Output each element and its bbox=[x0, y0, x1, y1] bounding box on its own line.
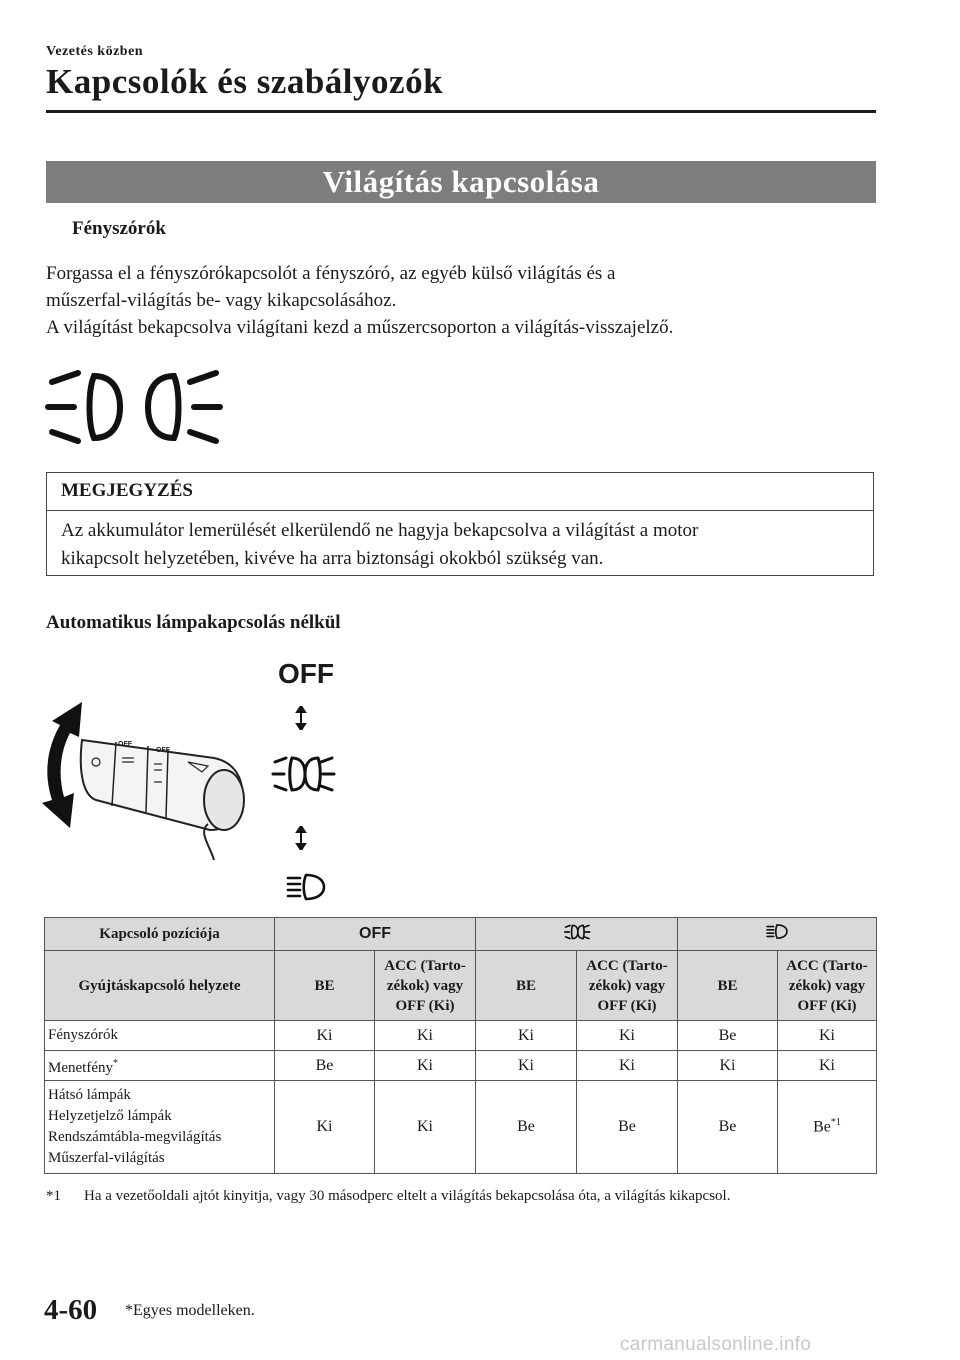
table-row bbox=[45, 951, 877, 1021]
off-position-label: OFF bbox=[278, 658, 334, 689]
table-row bbox=[45, 1051, 877, 1081]
table-cell: Be bbox=[577, 1081, 678, 1174]
table-header-headlights bbox=[678, 918, 877, 951]
table-header-cell bbox=[375, 951, 476, 1021]
auto-lamp-heading: Automatikus lámpakapcsolás nélkül bbox=[46, 612, 341, 633]
light-switch-table bbox=[44, 917, 877, 1174]
table-cell: Ki bbox=[678, 1051, 778, 1081]
table-row-label: Fényszórók bbox=[45, 1021, 275, 1051]
headlight-icon bbox=[766, 923, 788, 940]
acc-line: OFF (Ki) bbox=[395, 997, 455, 1014]
table-header-cell bbox=[778, 951, 877, 1021]
table-cell: Ki bbox=[778, 1021, 877, 1051]
table-header-off: OFF bbox=[275, 918, 476, 951]
table-row bbox=[45, 918, 877, 951]
table-header-cell: BE bbox=[476, 951, 577, 1021]
parking-lights-indicator-icon bbox=[44, 364, 224, 453]
footnote-text: Ha a vezetőoldali ajtót kinyitja, vagy 30 másodperc eltelt a világítás bekapcsolása óta, a világítás kikapcsol. bbox=[84, 1188, 731, 1204]
double-arrow-icon bbox=[290, 826, 312, 855]
acc-line: OFF (Ki) bbox=[597, 997, 657, 1014]
paragraph-line: Forgassa el a fényszórókapcsolót a fényszóró, az egyéb külső világítás és a bbox=[46, 263, 616, 284]
table-header-cell bbox=[577, 951, 678, 1021]
table-cell: Ki bbox=[375, 1051, 476, 1081]
chapter-title: Vezetés közben bbox=[46, 44, 144, 59]
intro-paragraph bbox=[46, 260, 886, 341]
row-label-text: Menetfény bbox=[48, 1059, 113, 1076]
acc-line: ACC (Tarto- bbox=[586, 957, 668, 974]
table-header-cell: BE bbox=[678, 951, 778, 1021]
footnote-mark: *1 bbox=[46, 1188, 61, 1204]
page-number: 4-60 bbox=[44, 1294, 98, 1326]
table-cell: Ki bbox=[476, 1051, 577, 1081]
row-label-line: Műszerfal-világítás bbox=[48, 1150, 165, 1166]
table-cell: Ki bbox=[476, 1021, 577, 1051]
table-cell: Be bbox=[678, 1021, 778, 1051]
note-body bbox=[47, 511, 873, 573]
paragraph-line: A világítást bekapcsolva világítani kezd a műszercsoporton a világítás-visszajelző. bbox=[46, 317, 674, 338]
table-header-cell: Kapcsoló pozíciója bbox=[45, 918, 275, 951]
table-cell: Be bbox=[678, 1081, 778, 1174]
table-cell: Ki bbox=[577, 1021, 678, 1051]
row-label-line: Helyzetjelző lámpák bbox=[48, 1108, 172, 1124]
footnote-mark: *1 bbox=[830, 1117, 841, 1129]
note-title: MEGJEGYZÉS bbox=[47, 473, 873, 511]
acc-line: zékok) vagy bbox=[588, 977, 666, 994]
row-label-line: Rendszámtábla-megvilágítás bbox=[48, 1129, 222, 1145]
table-cell: Ki bbox=[375, 1021, 476, 1051]
table-cell: Be bbox=[275, 1051, 375, 1081]
table-cell: Be bbox=[476, 1081, 577, 1174]
acc-line: ACC (Tarto- bbox=[786, 957, 868, 974]
headlight-icon bbox=[286, 872, 326, 907]
topic-banner: Világítás kapcsolása bbox=[46, 161, 876, 203]
page-note: *Egyes modelleken. bbox=[125, 1302, 255, 1319]
parking-lights-icon bbox=[560, 923, 594, 941]
table-cell bbox=[778, 1081, 877, 1174]
table-header-cell: Gyújtáskapcsoló helyzete bbox=[45, 951, 275, 1021]
table-cell: Ki bbox=[275, 1081, 375, 1174]
subheading: Fényszórók bbox=[72, 218, 166, 239]
parking-lights-icon bbox=[270, 752, 336, 801]
row-label-line: Hátsó lámpák bbox=[48, 1087, 131, 1103]
table-row bbox=[45, 1081, 877, 1174]
acc-line: zékok) vagy bbox=[386, 977, 464, 994]
watermark: carmanualsonline.info bbox=[620, 1334, 812, 1355]
table-cell: Ki bbox=[778, 1051, 877, 1081]
svg-text:OFF: OFF bbox=[156, 747, 170, 754]
note-box bbox=[46, 472, 874, 576]
header-rule bbox=[46, 110, 876, 113]
note-line: kikapcsolt helyzetében, kivéve ha arra biztonsági okokból szükség van. bbox=[61, 548, 604, 569]
footnote bbox=[46, 1188, 730, 1205]
table-header-cell: BE bbox=[275, 951, 375, 1021]
paragraph-line: műszerfal-világítás be- vagy kikapcsolásához. bbox=[46, 290, 397, 311]
asterisk-mark: * bbox=[112, 1057, 118, 1069]
note-line: Az akkumulátor lemerülését elkerülendő ne hagyja bekapcsolva a világítást a motor bbox=[61, 520, 699, 541]
table-cell: Ki bbox=[577, 1051, 678, 1081]
table-row-label bbox=[45, 1081, 275, 1174]
table-row bbox=[45, 1021, 877, 1051]
section-title: Kapcsolók és szabályozók bbox=[46, 62, 444, 101]
cell-value: Be bbox=[813, 1118, 831, 1136]
acc-line: OFF (Ki) bbox=[797, 997, 857, 1014]
acc-line: zékok) vagy bbox=[788, 977, 866, 994]
table-cell: Ki bbox=[275, 1021, 375, 1051]
table-header-parking-lights bbox=[476, 918, 678, 951]
table-row-label bbox=[45, 1051, 275, 1081]
double-arrow-icon bbox=[290, 706, 312, 735]
table-cell: Ki bbox=[375, 1081, 476, 1174]
acc-line: ACC (Tarto- bbox=[384, 957, 466, 974]
headlight-switch-stalk-illustration bbox=[38, 700, 268, 865]
svg-text:OFF: OFF bbox=[118, 741, 132, 748]
